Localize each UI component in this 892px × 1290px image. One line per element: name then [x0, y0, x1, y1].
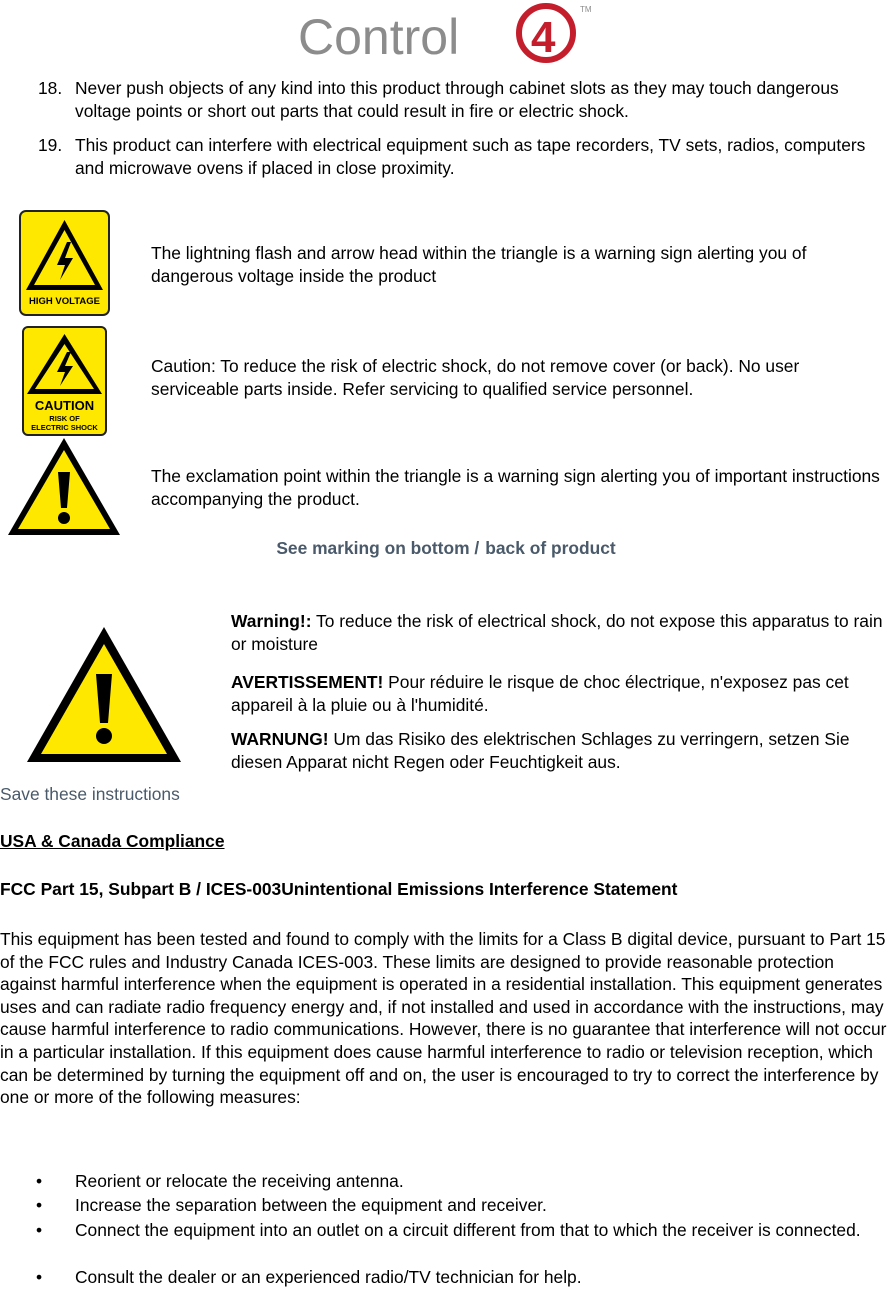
fcc-heading: FCC Part 15, Subpart B / ICES-003Unintentional Emissions Interference Statement	[0, 879, 678, 899]
warning-german	[231, 728, 891, 774]
item-text: This product can interfere with electrical equipment such as tape recorders, TV sets, radios, computers and microwave ovens if placed in close proximity.	[75, 135, 866, 178]
high-voltage-sign-icon	[19, 210, 110, 316]
bullet-item	[0, 1194, 892, 1217]
caution-warning-text: Caution: To reduce the risk of electric shock, do not remove cover (or back). No user serviceable parts inside. Refer servicing to qualified service personnel.	[151, 356, 800, 399]
see-marking-note	[0, 538, 892, 559]
warning-label-en: Warning!:	[231, 611, 312, 631]
warning-english	[231, 610, 891, 656]
bullet-text: Reorient or relocate the receiving antenna.	[75, 1171, 404, 1191]
warning-text-en: To reduce the risk of electrical shock, do not expose this apparatus to rain or moisture	[231, 611, 883, 654]
exclamation-warning-icon	[6, 436, 122, 538]
logo-mark: 4	[531, 13, 556, 62]
bullet-item	[0, 1219, 892, 1242]
caution-electric-shock-sign-icon	[22, 326, 107, 436]
bullet-dot: •	[36, 1267, 43, 1287]
see-marking-part1: See marking on bottom /	[276, 538, 480, 558]
bullet-text: Increase the separation between the equipment and receiver.	[75, 1195, 547, 1215]
item-number: 18.	[38, 78, 63, 98]
warning-label-de: WARNUNG!	[231, 729, 329, 749]
item-number: 19.	[38, 135, 63, 155]
logo-tm: TM	[580, 5, 592, 14]
warning-french	[231, 671, 891, 717]
see-marking-part2: back of product	[485, 538, 616, 558]
bullet-text: Consult the dealer or an experienced radio/TV technician for help.	[75, 1267, 582, 1287]
bullet-item	[0, 1170, 892, 1193]
warning-text-de: Um das Risiko des elektrischen Schlages zu verringern, setzen Sie diesen Apparat nicht Regen oder Feuchtigkeit aus.	[231, 729, 850, 772]
control4-logo	[298, 0, 598, 68]
item-text: Never push objects of any kind into this product through cabinet slots as they may touch dangerous voltage points or short out parts that could result in fire or electric shock.	[75, 78, 839, 121]
bullet-dot: •	[36, 1171, 43, 1191]
exclamation-warning-text: The exclamation point within the triangle is a warning sign alerting you of important instructions accompanying the product.	[151, 466, 880, 509]
caution-sub1: RISK OF	[49, 414, 80, 423]
bullet-dot: •	[36, 1220, 43, 1240]
bullet-dot: •	[36, 1195, 43, 1215]
caution-title: CAUTION	[34, 398, 95, 413]
fcc-paragraph: This equipment has been tested and found to comply with the limits for a Class B digital device, pursuant to Part 15 of the FCC rules and Industry Canada ICES-003. These limits are designed to provide reasonable protection against harmful interference when the equipment is operated in a residential installation. This equipment generates uses and can radiate radio frequency energy and, if not installed and used in accordance with the instructions, may cause harmful interference to radio communications. However, there is no guarantee that interference will not occur in a particular installation. If this equipment does cause harmful interference to radio or television reception, which can be determined by turning the equipment off and on, the user is encouraged to try to correct the interference by one or more of the following measures:	[0, 929, 887, 1108]
save-instructions: Save these instructions	[0, 784, 180, 804]
high-voltage-label: HIGH VOLTAGE	[29, 296, 100, 307]
warning-text-fr: Pour réduire le risque de choc électrique, n'exposez pas cet appareil à la pluie ou à l'humidité.	[231, 672, 849, 715]
large-exclamation-warning-icon	[24, 624, 184, 766]
lightning-warning-text: The lightning flash and arrow head within the triangle is a warning sign alerting you of dangerous voltage inside the product	[151, 243, 807, 286]
numbered-item-19	[38, 134, 888, 180]
bullet-text: Connect the equipment into an outlet on a circuit different from that to which the receiver is connected.	[75, 1220, 861, 1240]
warning-label-fr: AVERTISSEMENT!	[231, 672, 384, 692]
caution-sub2: ELECTRIC SHOCK	[31, 423, 98, 432]
compliance-heading: USA & Canada Compliance	[0, 831, 225, 851]
numbered-item-18	[38, 77, 888, 123]
bullet-item	[0, 1266, 892, 1289]
logo-text: Control	[298, 9, 460, 65]
